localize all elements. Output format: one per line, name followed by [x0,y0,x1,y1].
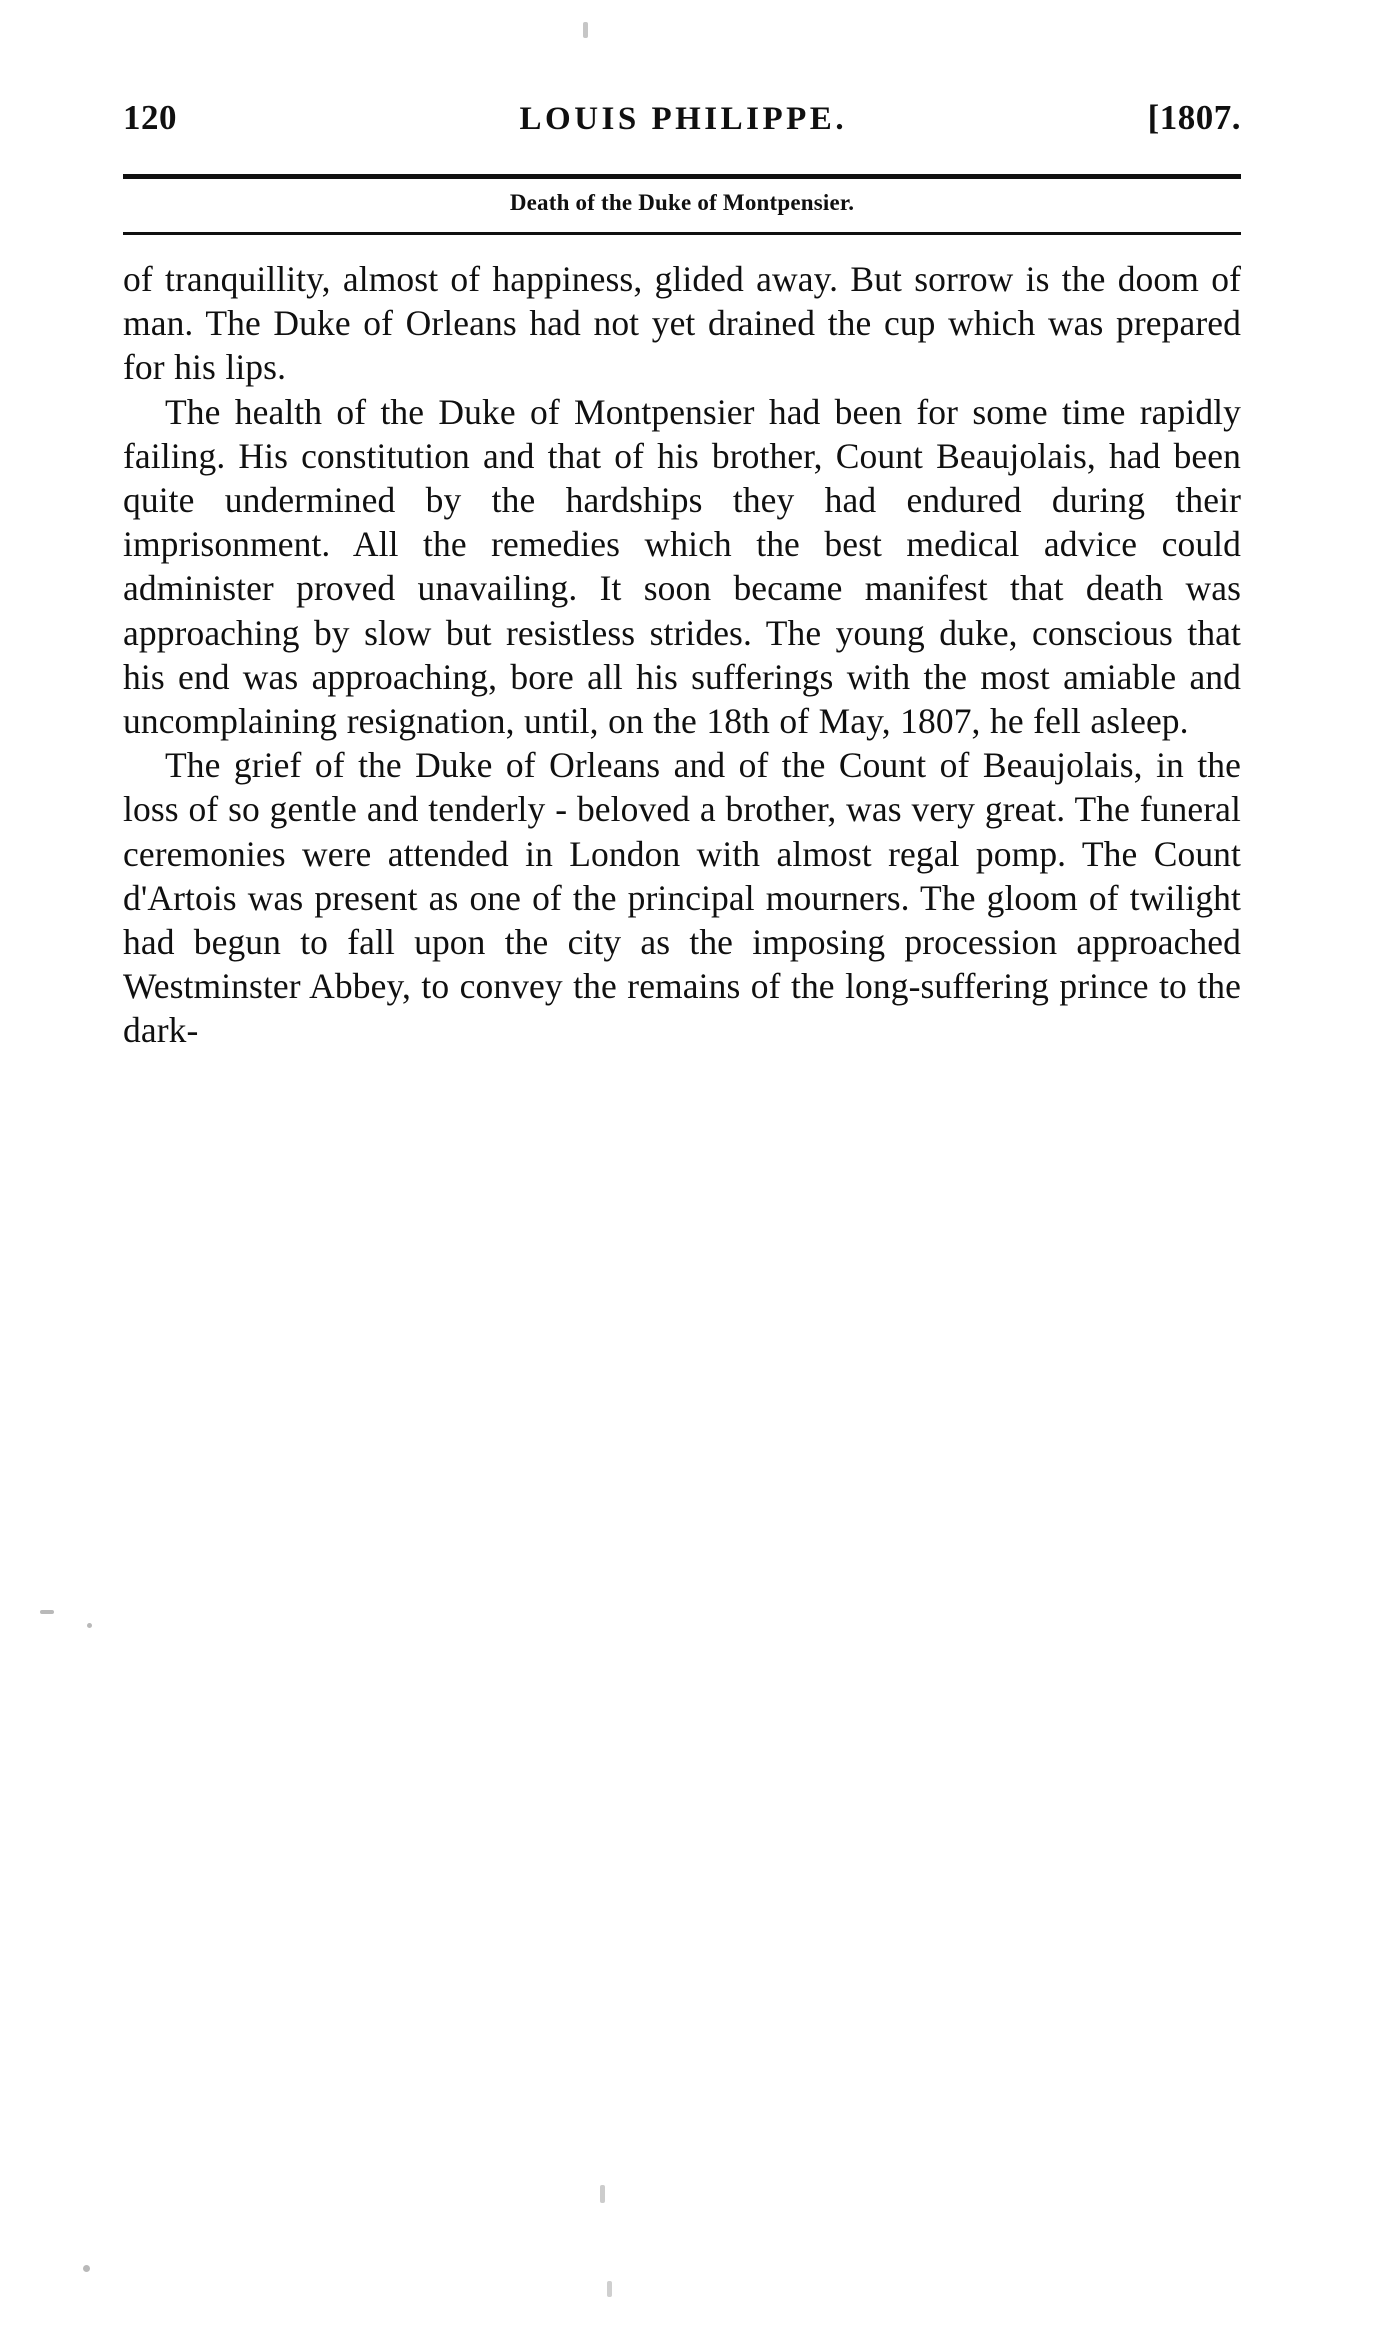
header-rule-bottom [123,232,1241,235]
paragraph: of tranquillity, almost of happiness, glided away. But sorrow is the doom of man. The Duke of Orleans had not yet drained the cup which was prepared for his lips. [123,259,1241,388]
running-header [123,98,1241,150]
section-subheading: Death of the Duke of Montpensier. [509,190,855,215]
print-speck [607,2281,612,2297]
body-text [123,257,1241,1053]
print-speck [87,1623,92,1628]
print-speck [600,2185,605,2203]
print-speck [583,22,588,38]
year-marker: [1807. [1147,98,1241,137]
paragraph: The grief of the Duke of Orleans and of the Count of Beaujolais, in the loss of so gentle and tenderly - beloved a brother, was very great. The funeral ceremonies were attended in London with almost regal pomp. The Count d'Artois was present as one of the principal mourners. The gloom of twilight had begun to fall upon the city as the imposing procession approached Westminster Abbey, to convey the remains of the long-suffering prince to the dark- [123,745,1241,1051]
print-speck [40,1610,54,1614]
running-title: LOUIS PHILIPPE. [519,101,848,137]
print-speck [83,2265,90,2272]
header-rule-top [123,174,1241,179]
page-content [123,98,1241,1053]
page-number: 120 [123,98,177,137]
paragraph: The health of the Duke of Montpensier had been for some time rapidly failing. His constitution and that of his brother, Count Beaujolais, had been quite undermined by the hardships they had endured during their imprisonment. All the remedies which the best medical advice could administer proved unavailing. It soon became manifest that death was approaching by slow but resistless strides. The young duke, conscious that his end was approaching, bore all his sufferings with the most amiable and uncomplaining resignation, until, on the 18th of May, 1807, he fell asleep. [123,391,1241,742]
